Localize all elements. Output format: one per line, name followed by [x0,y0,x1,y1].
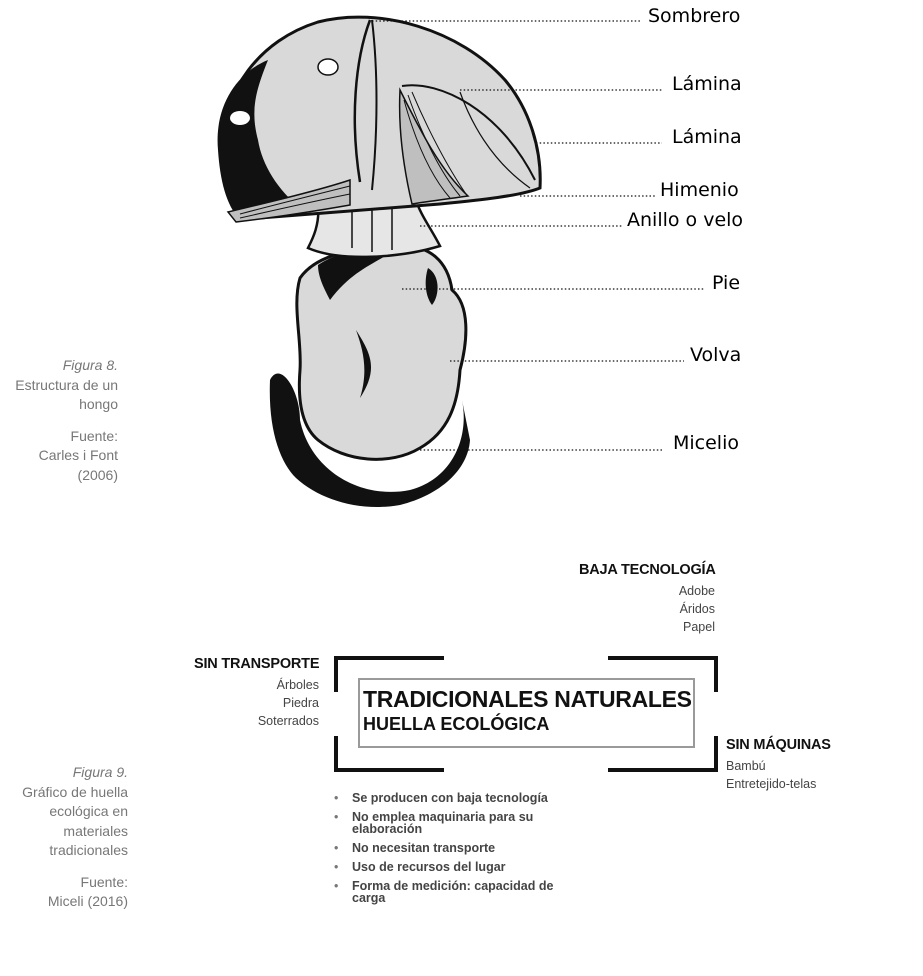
list-item: Piedra [282,696,319,710]
list-item: • No necesitan transporte [334,842,564,854]
category-sin-transporte-title: SIN TRANSPORTE [194,656,320,672]
figure8-source-label: Fuente: [70,427,118,444]
category-sin-maquinas-title: SIN MÁQUINAS [726,737,831,753]
label-pie: Pie [712,272,741,294]
category-sin-transporte-list [220,676,319,730]
list-item: Adobe [678,584,715,598]
label-volva: Volva [690,344,742,366]
label-sombrero: Sombrero [648,5,741,27]
figure8-title: Estructura de un hongo [15,376,118,412]
characteristics-list [334,792,564,911]
list-item: • Forma de medición: capacidad de carga [334,880,564,904]
label-lamina-1: Lámina [672,73,742,95]
list-item: Soterrados [257,714,319,728]
category-sin-maquinas-list [726,757,866,793]
list-item: Entretejido-telas [726,777,817,791]
list-item: • No emplea maquinaria para su elaboración [334,811,564,835]
figure9-caption [0,763,128,912]
figure9-number: Figura 9. [72,764,128,780]
label-anillo: Anillo o velo [627,209,744,231]
figure8-caption [0,356,118,485]
list-item: Bambú [726,759,766,773]
list-item: Áridos [679,602,715,616]
figure8-source: Carles i Font (2006) [38,447,118,483]
list-item: Árboles [276,678,319,692]
list-item: • Uso de recursos del lugar [334,861,564,873]
category-baja-tecnologia-list [620,582,715,636]
category-baja-tecnologia-title: BAJA TECNOLOGÍA [579,562,716,578]
figure8-number: Figura 8. [62,357,118,373]
list-item: • Se producen con baja tecnología [334,792,564,804]
figure9-source: Miceli (2016) [47,893,128,909]
figure9-title: Gráfico de huella ecológica en materiales tradicionales [22,783,128,858]
figure9-source-label: Fuente: [80,873,128,890]
main-title: TRADICIONALES NATURALES [363,686,692,712]
label-lamina-2: Lámina [672,126,742,148]
label-himenio: Himenio [660,179,739,201]
sub-title: HUELLA ECOLÓGICA [363,714,550,734]
list-item: Papel [683,620,715,634]
label-micelio: Micelio [673,432,739,454]
